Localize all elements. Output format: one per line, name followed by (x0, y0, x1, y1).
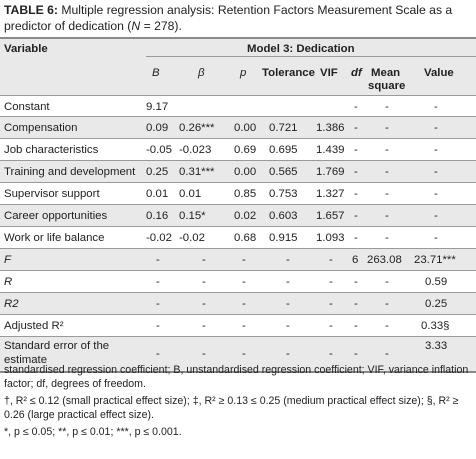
table-row (0, 117, 476, 138)
header-b: B (152, 67, 160, 79)
row-tolerance: 0.915 (269, 232, 298, 244)
row-df: - (354, 232, 358, 244)
row-p: 0.68 (234, 232, 257, 244)
row-b: - (156, 298, 160, 310)
caption-text: Multiple regression analysis: Retention Factors Measurement Scale as a predictor of dedication ( (4, 3, 453, 33)
row-p: 0.00 (234, 166, 257, 178)
table-header (0, 39, 476, 95)
row-b: 0.16 (146, 210, 169, 222)
row-b: - (156, 276, 160, 288)
row-p: - (242, 254, 246, 266)
row-b: -0.05 (146, 144, 172, 156)
row-beta: -0.02 (179, 232, 205, 244)
row-mean-square: - (385, 348, 389, 360)
row-p: 0.85 (234, 188, 257, 200)
row-df: - (354, 298, 358, 310)
table-row (0, 96, 476, 116)
row-b: 0.01 (146, 188, 169, 200)
row-variable-line1: Standard error of the (4, 340, 110, 352)
row-b: - (156, 348, 160, 360)
row-tolerance: 0.753 (269, 188, 298, 200)
row-tolerance: - (286, 298, 290, 310)
header-value: Value (424, 67, 454, 79)
table-caption (4, 2, 472, 34)
row-mean-square: - (385, 101, 389, 113)
row-tolerance: 0.565 (269, 166, 298, 178)
table-row (0, 227, 476, 248)
row-variable: Constant (4, 101, 50, 113)
row-df: - (354, 348, 358, 360)
table-row (0, 139, 476, 160)
row-value: - (434, 144, 438, 156)
row-tolerance: 0.721 (269, 122, 298, 134)
header-mean-square-line1: Mean (371, 67, 401, 79)
row-b: - (156, 320, 160, 332)
table-row (0, 315, 476, 336)
row-vif: 1.657 (316, 210, 345, 222)
caption-n-value: = 278). (140, 19, 182, 33)
row-df: - (354, 101, 358, 113)
row-df: - (354, 276, 358, 288)
row-beta: - (202, 276, 206, 288)
row-value: 0.33§ (421, 320, 450, 332)
row-tolerance: 0.695 (269, 144, 298, 156)
row-value: 3.33 (425, 340, 448, 352)
row-p: 0.00 (234, 122, 257, 134)
table-notes (4, 363, 472, 442)
row-b: -0.02 (146, 232, 172, 244)
note-abbreviations: standardised regression coefficient; B, unstandardised regression coefficient; VIF, variance inflation factor; df, degrees of freedom. (4, 364, 469, 390)
table-row (0, 249, 476, 270)
row-beta: 0.15* (179, 210, 206, 222)
row-vif: 1.439 (316, 144, 345, 156)
row-tolerance: - (286, 348, 290, 360)
row-value: - (434, 210, 438, 222)
row-b: 0.09 (146, 122, 169, 134)
row-beta: - (202, 348, 206, 360)
table-row (0, 271, 476, 292)
row-vif: 1.327 (316, 188, 345, 200)
row-variable-line2: estimate (4, 354, 48, 366)
row-variable: Compensation (4, 122, 78, 134)
row-vif: 1.093 (316, 232, 345, 244)
row-value: - (434, 188, 438, 200)
row-p: 0.69 (234, 144, 257, 156)
row-beta: 0.26*** (179, 122, 215, 134)
row-beta: - (202, 320, 206, 332)
row-mean-square: - (385, 122, 389, 134)
table-row (0, 293, 476, 314)
row-mean-square: 263.08 (367, 254, 402, 266)
row-value: - (434, 166, 438, 178)
row-beta: 0.01 (179, 188, 202, 200)
row-beta: - (202, 254, 206, 266)
row-mean-square: - (385, 210, 389, 222)
row-variable: F (4, 254, 11, 266)
header-variable: Variable (4, 43, 48, 55)
row-df: - (354, 188, 358, 200)
header-df: df (351, 67, 362, 79)
row-value: - (434, 122, 438, 134)
header-sub-rule (146, 56, 476, 57)
header-model: Model 3: Dedication (247, 43, 355, 55)
row-beta: -0.023 (179, 144, 212, 156)
row-value: 0.59 (425, 276, 448, 288)
row-df: 6 (352, 254, 359, 266)
row-p: - (242, 298, 246, 310)
row-vif: - (329, 348, 333, 360)
row-b: 9.17 (146, 101, 169, 113)
row-variable: Training and development (4, 166, 136, 178)
row-tolerance: 0.603 (269, 210, 298, 222)
row-value: 0.25 (425, 298, 448, 310)
row-tolerance: - (286, 320, 290, 332)
row-variable: Supervisor support (4, 188, 100, 200)
row-tolerance: - (286, 276, 290, 288)
caption-n-symbol: N (131, 19, 141, 33)
table-row (0, 183, 476, 204)
row-b: - (156, 254, 160, 266)
header-tolerance: Tolerance (262, 67, 315, 79)
row-vif: - (329, 320, 333, 332)
row-df: - (354, 122, 358, 134)
row-mean-square: - (385, 188, 389, 200)
row-variable: Career opportunities (4, 210, 108, 222)
row-mean-square: - (385, 144, 389, 156)
row-beta: - (202, 298, 206, 310)
row-df: - (354, 166, 358, 178)
row-value: - (434, 101, 438, 113)
row-mean-square: - (385, 276, 389, 288)
row-vif: 1.386 (316, 122, 345, 134)
row-value: - (434, 232, 438, 244)
header-beta: β (198, 67, 205, 79)
row-vif: - (329, 298, 333, 310)
table-row (0, 205, 476, 226)
row-variable: R2 (4, 298, 19, 310)
row-mean-square: - (385, 232, 389, 244)
row-b: 0.25 (146, 166, 169, 178)
row-vif: - (329, 254, 333, 266)
row-variable: Adjusted R² (4, 320, 64, 332)
row-variable: Job characteristics (4, 144, 99, 156)
row-df: - (354, 144, 358, 156)
row-tolerance: - (286, 254, 290, 266)
row-vif: 1.769 (316, 166, 345, 178)
row-vif: - (329, 276, 333, 288)
note-significance: *, p ≤ 0.05; **, p ≤ 0.01; ***, p ≤ 0.001. (4, 426, 182, 438)
table-row (0, 161, 476, 182)
row-df: - (354, 320, 358, 332)
row-p: - (242, 320, 246, 332)
row-beta: 0.31*** (179, 166, 215, 178)
header-mean-square-line2: square (368, 80, 406, 92)
row-mean-square: - (385, 298, 389, 310)
note-effect-sizes: †, R² ≤ 0.12 (small practical effect size); ‡, R² ≥ 0.13 ≤ 0.25 (medium practical effect size); §, R² ≥ 0.26 (large practical effect size). (4, 395, 459, 421)
caption-label: TABLE 6: (4, 3, 58, 17)
row-df: - (354, 210, 358, 222)
row-value: 23.71*** (414, 254, 456, 266)
row-p: - (242, 276, 246, 288)
row-p: 0.02 (234, 210, 257, 222)
row-p: - (242, 348, 246, 360)
row-mean-square: - (385, 166, 389, 178)
header-p: p (240, 67, 247, 79)
row-variable: R (4, 276, 13, 288)
header-vif: VIF (320, 67, 338, 79)
row-mean-square: - (385, 320, 389, 332)
row-variable: Work or life balance (4, 232, 105, 244)
